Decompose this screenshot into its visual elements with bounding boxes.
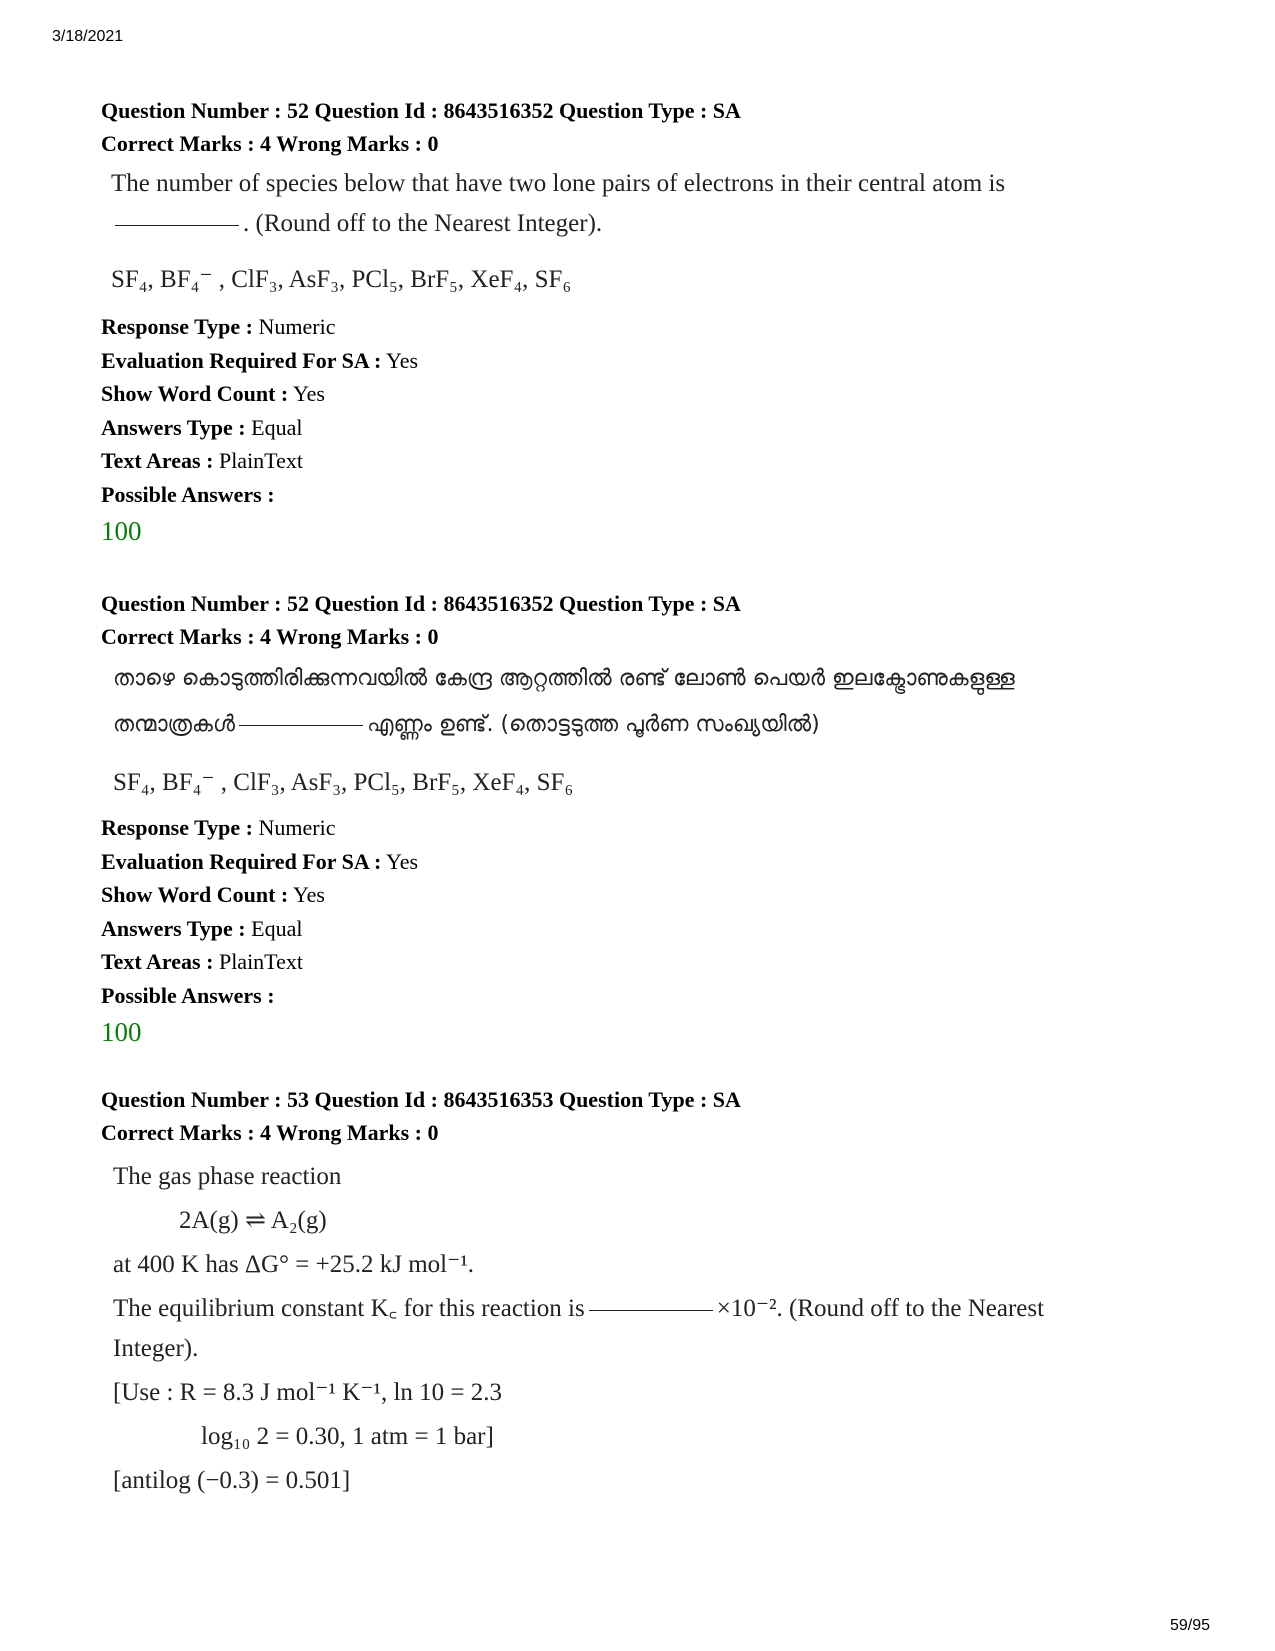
question-line bbox=[113, 1287, 1211, 1331]
given-data: [Use : R = 8.3 J mol⁻¹ K⁻¹, ln 10 = 2.3 bbox=[113, 1379, 503, 1406]
answer-blank bbox=[589, 1310, 713, 1311]
possible-answer: 100 bbox=[101, 1016, 142, 1047]
question-header: Question Number : 52 Question Id : 8643516352 Question Type : SA bbox=[101, 591, 741, 616]
question-marks: Correct Marks : 4 Wrong Marks : 0 bbox=[101, 131, 439, 156]
given-data: log₁₀ 2 = 0.30, 1 atm = 1 bar] bbox=[201, 1423, 494, 1450]
question-text bbox=[111, 164, 1211, 300]
question-marks: Correct Marks : 4 Wrong Marks : 0 bbox=[101, 1120, 439, 1145]
meta-evaluation: Evaluation Required For SA : Yes bbox=[101, 347, 419, 373]
question-block-53-en bbox=[101, 1083, 1211, 1503]
print-date: 3/18/2021 bbox=[52, 28, 124, 45]
meta-response-type: Response Type : Numeric bbox=[101, 314, 336, 339]
question-line: The gas phase reaction bbox=[113, 1163, 342, 1190]
question-line: താഴെ കൊടുത്തിരിക്കുന്നവയിൽ കേന്ദ്ര ആറ്റത്തിൽ രണ്ട് ലോൺ പെയർ ഇലക്ട്രോണുകളുള്ള bbox=[113, 666, 1015, 691]
answer-blank bbox=[239, 725, 363, 726]
given-data: [antilog (−0.3) = 0.501] bbox=[113, 1467, 351, 1494]
question-block-52-ml bbox=[101, 587, 1211, 1051]
meta-list bbox=[101, 811, 1211, 1051]
species-list: SF₄, BF₄⁻ , ClF₃, AsF₃, PCl₅, BrF₅, XeF₄, SF₆ bbox=[111, 266, 572, 293]
meta-possible-answers: Possible Answers : bbox=[101, 481, 275, 507]
question-text bbox=[113, 1155, 1211, 1503]
question-header: Question Number : 53 Question Id : 8643516353 Question Type : SA bbox=[101, 1087, 741, 1112]
question-line-text: തന്മാത്രകൾ bbox=[113, 712, 236, 737]
species-list: SF₄, BF₄⁻ , ClF₃, AsF₃, PCl₅, BrF₅, XeF₄, SF₆ bbox=[113, 769, 574, 796]
page-number: 59/95 bbox=[1170, 1617, 1211, 1634]
question-line: The number of species below that have two lone pairs of electrons in their central atom is bbox=[111, 170, 1006, 197]
question-line: at 400 K has ΔG° = +25.2 kJ mol⁻¹. bbox=[113, 1251, 475, 1278]
question-text bbox=[113, 659, 1211, 803]
question-line bbox=[113, 705, 1211, 745]
meta-answers-type: Answers Type : Equal bbox=[101, 915, 303, 941]
meta-evaluation: Evaluation Required For SA : Yes bbox=[101, 848, 419, 874]
possible-answer: 100 bbox=[101, 515, 142, 546]
question-line-text: എണ്ണം ഉണ്ട്. (തൊട്ടടുത്ത പൂർണ സംഖ്യയിൽ) bbox=[367, 712, 820, 737]
meta-possible-answers: Possible Answers : bbox=[101, 982, 275, 1008]
meta-word-count: Show Word Count : Yes bbox=[101, 882, 325, 908]
question-block-52-en bbox=[101, 94, 1211, 550]
meta-text-areas: Text Areas : PlainText bbox=[101, 448, 303, 474]
answer-blank bbox=[115, 225, 239, 226]
meta-answers-type: Answers Type : Equal bbox=[101, 414, 303, 440]
question-line: Integer). bbox=[113, 1335, 199, 1362]
reaction-equation: 2A(g) ⇌ A₂(g) bbox=[179, 1207, 327, 1234]
question-line-text: ×10⁻². (Round off to the Nearest bbox=[716, 1295, 1045, 1322]
question-line-text: . (Round off to the Nearest Integer). bbox=[243, 210, 603, 237]
meta-list bbox=[101, 310, 1211, 550]
question-header: Question Number : 52 Question Id : 8643516352 Question Type : SA bbox=[101, 98, 741, 123]
question-line-text: The equilibrium constant K꜀ for this reaction is bbox=[113, 1295, 585, 1322]
meta-word-count: Show Word Count : Yes bbox=[101, 381, 325, 407]
meta-text-areas: Text Areas : PlainText bbox=[101, 949, 303, 975]
question-marks: Correct Marks : 4 Wrong Marks : 0 bbox=[101, 624, 439, 649]
meta-response-type: Response Type : Numeric bbox=[101, 815, 336, 840]
question-line bbox=[111, 204, 1211, 244]
